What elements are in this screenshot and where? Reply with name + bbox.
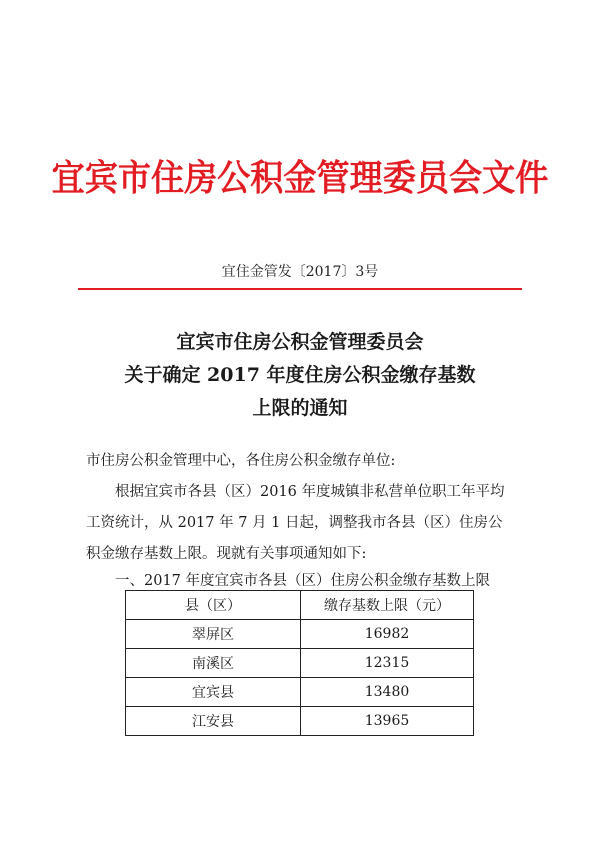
county-cell: 南溪区: [126, 649, 301, 678]
cap-cell: 12315: [301, 649, 474, 678]
red-divider: [78, 288, 522, 290]
table-row: [126, 707, 474, 736]
cap-cell: 13965: [301, 707, 474, 736]
title-line-3: 上限的通知: [252, 397, 348, 419]
body-paragraph: 根据宜宾市各县（区）2016 年度城镇非私营单位职工年平均工资统计，从 2017 年 7 月 1 日起，调整我市各县（区）住房公积金缴存基数上限。现就有关事项通知如下:: [86, 484, 505, 562]
table-header-row: [126, 591, 474, 620]
header-county: 县（区）: [126, 591, 301, 620]
cap-cell: 16982: [301, 620, 474, 649]
header-cap: 缴存基数上限（元）: [301, 591, 474, 620]
section-heading: 一、2017 年度宜宾市各县（区）住房公积金缴存基数上限: [115, 573, 491, 589]
table-row: [126, 678, 474, 707]
document-number: 宜住金管发〔2017〕3号: [221, 264, 379, 280]
notice-body: [86, 446, 516, 570]
notice-title: [0, 326, 600, 425]
table-row: [126, 649, 474, 678]
county-cell: 江安县: [126, 707, 301, 736]
table-row: [126, 620, 474, 649]
county-cell: 翠屏区: [126, 620, 301, 649]
contribution-cap-table: [125, 590, 474, 736]
title-line-1: 宜宾市住房公积金管理委员会: [176, 331, 424, 353]
county-cell: 宜宾县: [126, 678, 301, 707]
salutation: 市住房公积金管理中心，各住房公积金缴存单位:: [86, 453, 396, 469]
issuer-header: 宜宾市住房公积金管理委员会文件: [51, 158, 549, 199]
title-line-2: 关于确定 2017 年度住房公积金缴存基数: [124, 364, 476, 386]
cap-cell: 13480: [301, 678, 474, 707]
